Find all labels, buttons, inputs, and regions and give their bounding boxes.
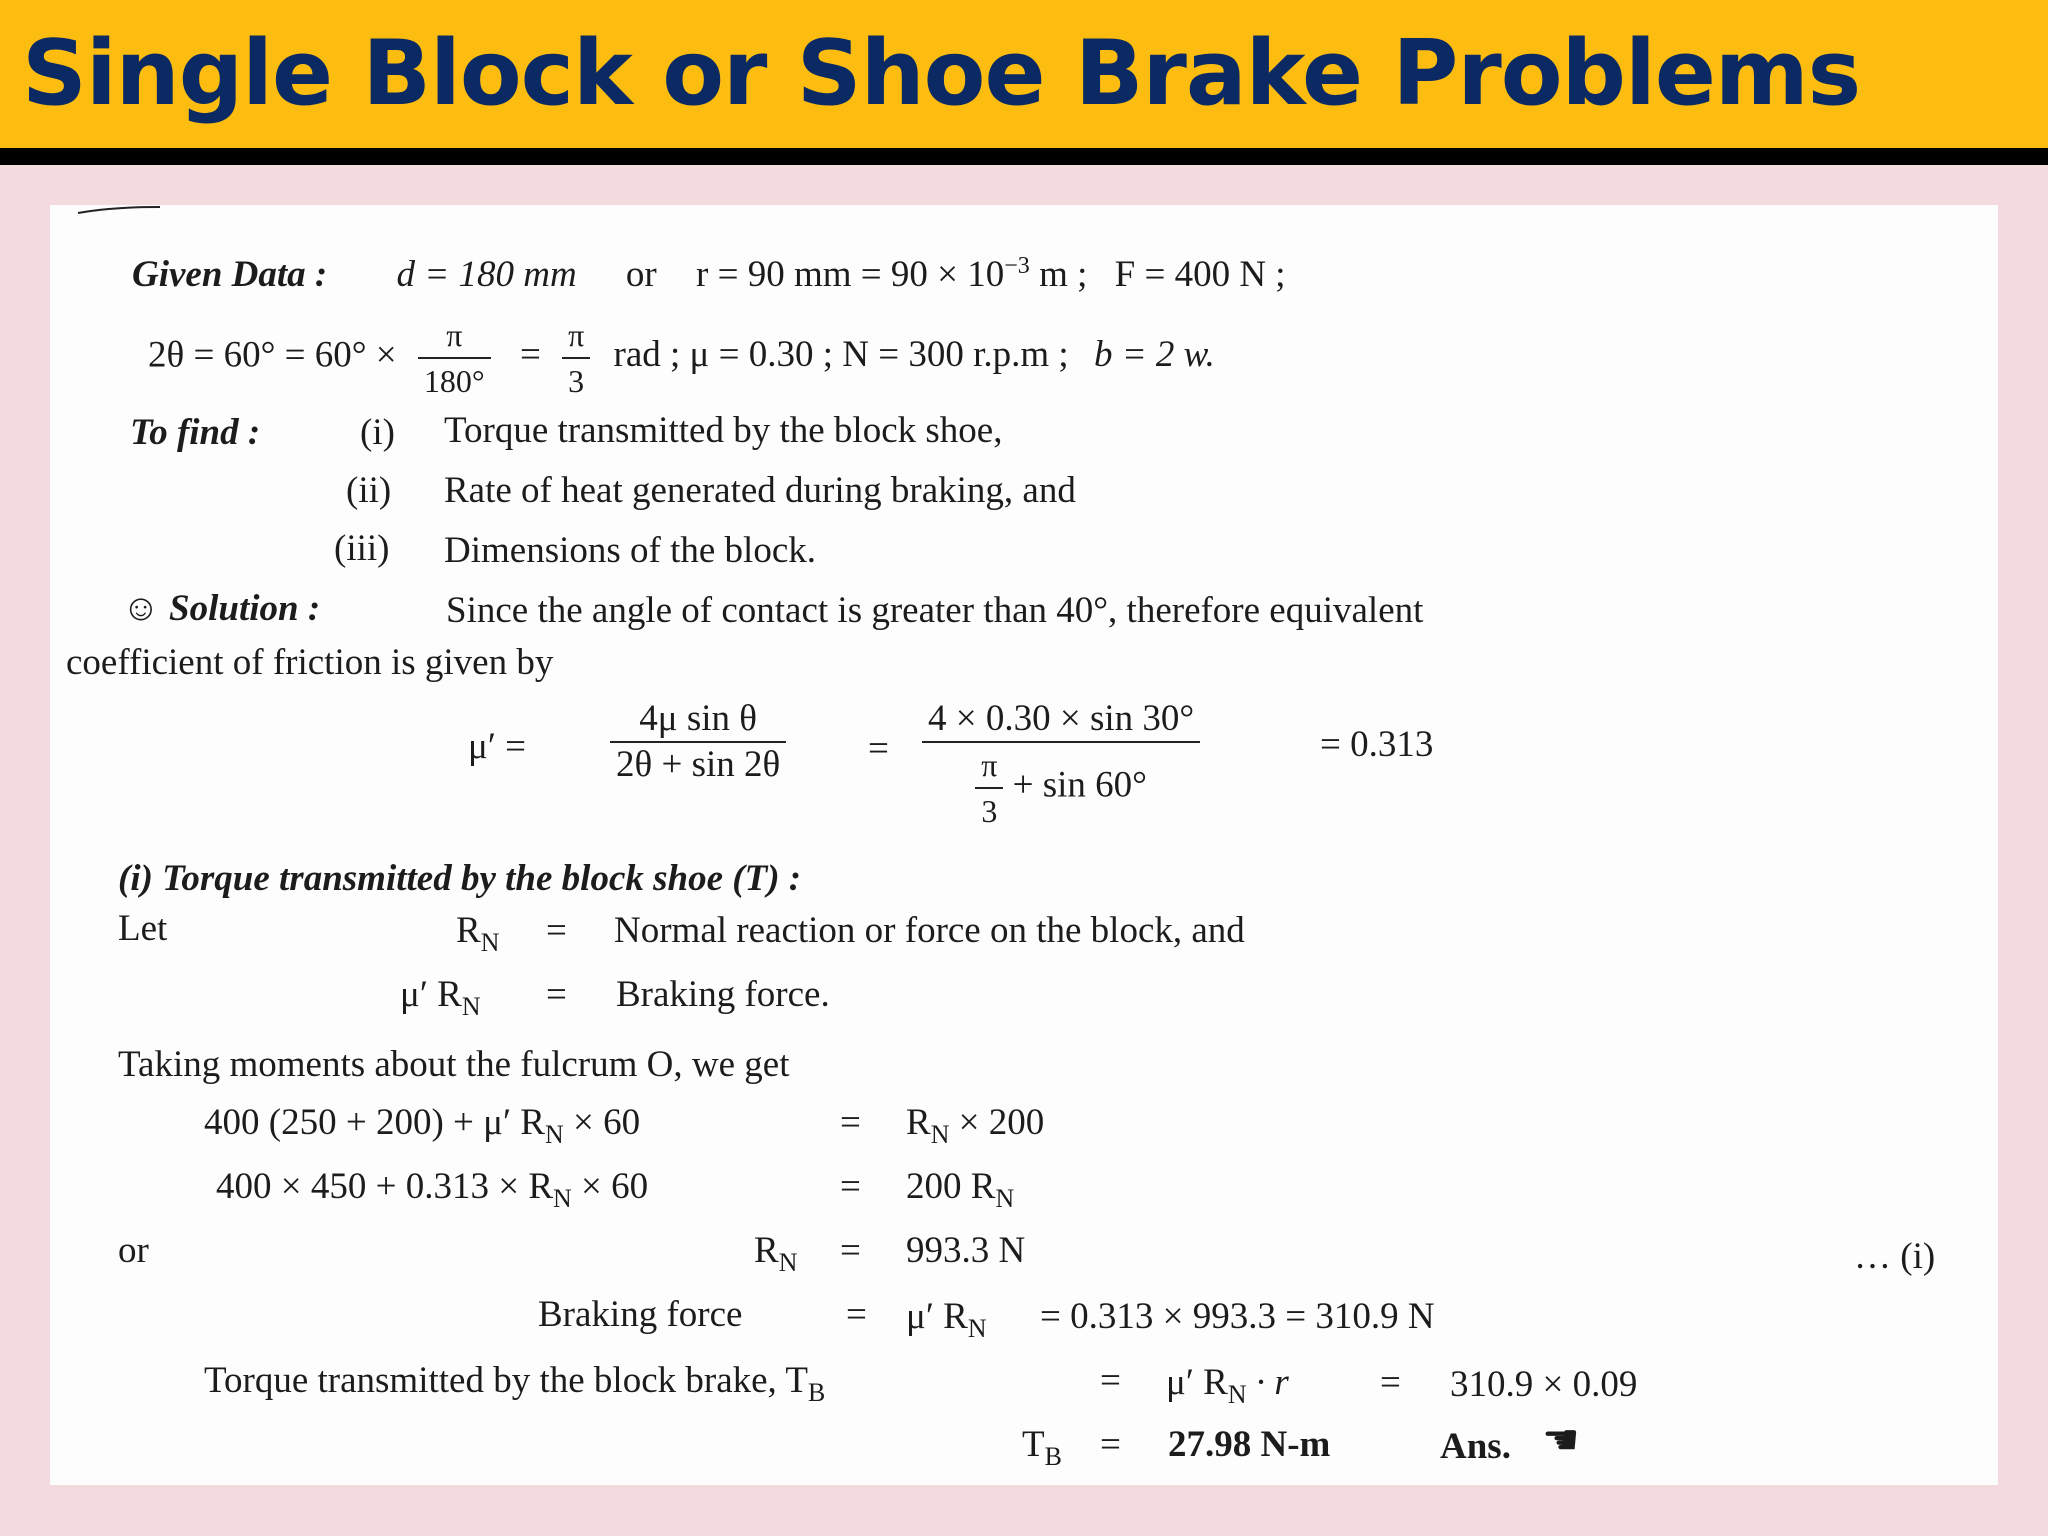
- fraction-pi-numerator: π: [418, 313, 491, 359]
- torque-lhs: Torque transmitted by the block brake, $T_B$: [204, 1360, 826, 1408]
- smiley-icon: ☺: [122, 588, 160, 629]
- mu-prime-lhs: μ′ =: [468, 726, 527, 767]
- moments-statement: Taking moments about the fulcrum O, we get: [118, 1044, 790, 1085]
- solution-label: Solution :: [169, 588, 321, 629]
- given-eq-sign: =: [519, 334, 541, 376]
- bf-eq-sign: =: [546, 974, 567, 1015]
- given-r: r = 90 mm = 90 × 10: [696, 254, 1005, 295]
- fraction-pi-3: [562, 313, 590, 403]
- scanned-page: [50, 205, 1998, 1485]
- part-1-heading: (i) Torque transmitted by the block shoe (T) :: [118, 858, 802, 899]
- rn-eq-sign: =: [546, 910, 567, 951]
- torque-eq-sign-2: =: [1380, 1362, 1401, 1403]
- to-find-item-2-text: Rate of heat generated during braking, and: [444, 470, 1076, 511]
- final-eq-sign: =: [1100, 1424, 1121, 1465]
- rn-symbol: $R_N$: [456, 910, 500, 958]
- eq3-rhs: 993.3 N: [906, 1230, 1026, 1271]
- mu-prime-numerator-1: 4μ sin θ: [610, 697, 786, 743]
- torque-mid: μ′ $R_N \cdot r$: [1166, 1362, 1289, 1410]
- fraction-pi3-numerator: π: [562, 313, 590, 359]
- to-find-item-3-text: Dimensions of the block.: [444, 530, 817, 571]
- title-divider: [0, 148, 2048, 165]
- eq1-rhs: $R_N \times 200$: [906, 1102, 1045, 1150]
- eq1-eq-sign: =: [840, 1102, 861, 1143]
- given-F: F = 400 N ;: [1114, 254, 1286, 295]
- to-find-item-1-num: (i): [360, 412, 395, 453]
- to-find-item-1-text: Torque transmitted by the block shoe,: [444, 410, 1003, 451]
- given-line-2: [148, 313, 1215, 403]
- braking-force-definition: Braking force.: [616, 974, 830, 1015]
- final-answer-value: 27.98 N-m: [1168, 1424, 1331, 1465]
- fraction-pi-180: [418, 313, 491, 403]
- to-find-item-2-num: (ii): [346, 470, 392, 511]
- to-find-label: To find :: [130, 412, 261, 453]
- bf-calc-eq-sign: =: [846, 1294, 867, 1335]
- mu-prime-result: = 0.313: [1320, 724, 1434, 765]
- eq3-lhs: $R_N$: [754, 1230, 798, 1278]
- slide-title: Single Block or Shoe Brake Problems: [22, 21, 1861, 126]
- fraction-180-denominator: 180°: [423, 363, 485, 399]
- torque-eq-sign-1: =: [1100, 1360, 1121, 1401]
- mu-prime-fraction-2: [922, 697, 1200, 833]
- fraction-pi-over-3: $\frac{\pi}{3}$: [975, 743, 1003, 833]
- given-r-unit: m ;: [1039, 254, 1088, 295]
- given-or: or: [625, 254, 657, 295]
- rn-definition: Normal reaction or force on the block, and: [614, 910, 1245, 951]
- answer-label: Ans.: [1440, 1426, 1511, 1467]
- braking-force-symbol: μ′ $R_N$: [400, 974, 481, 1022]
- eq3-eq-sign: =: [840, 1230, 861, 1271]
- bf-calc-rhs: = 0.313 × 993.3 = 310.9 N: [1040, 1296, 1435, 1337]
- to-find-item-3-num: (iii): [334, 528, 390, 569]
- given-angle: 2θ = 60° = 60° ×: [148, 334, 397, 376]
- fraction-3-denominator: 3: [568, 363, 585, 399]
- eq1-lhs: 400 (250 + 200) + μ′ $R_N \times 60$: [204, 1102, 641, 1150]
- eq2-eq-sign: =: [840, 1166, 861, 1207]
- solution-line-1: Since the angle of contact is greater than 40°, therefore equivalent: [446, 590, 1424, 631]
- mu-prime-denominator-2: + sin 60°: [1012, 764, 1147, 806]
- bf-calc-lhs: Braking force: [538, 1294, 743, 1335]
- mu-prime-fraction-1: [610, 697, 786, 787]
- given-d: d = 180 mm: [396, 254, 577, 295]
- mu-prime-numerator-2: 4 × 0.30 × sin 30°: [922, 697, 1200, 743]
- let-word: Let: [118, 908, 168, 949]
- final-tb-lhs: $T_B$: [1022, 1424, 1062, 1472]
- given-r-exponent: −3: [1004, 252, 1030, 279]
- eq2-rhs: 200 $R_N$: [906, 1166, 1015, 1214]
- eq3-tag: … (i): [1854, 1236, 1936, 1277]
- bf-calc-mid: μ′ $R_N$: [906, 1296, 987, 1344]
- solution-heading: [122, 587, 320, 631]
- eq3-or: or: [118, 1230, 149, 1271]
- page-top-line: [50, 205, 1998, 225]
- mu-prime-denominator-1: 2θ + sin 2θ: [616, 744, 781, 785]
- solution-line-2: coefficient of friction is given by: [66, 642, 554, 683]
- given-rad-mu-N: rad ; μ = 0.30 ; N = 300 r.p.m ;: [613, 334, 1069, 376]
- torque-rhs: 310.9 × 0.09: [1450, 1364, 1638, 1405]
- pointing-hand-icon: ☚: [1542, 1418, 1580, 1464]
- mu-prime-eq-sign: =: [868, 728, 889, 769]
- given-label: Given Data :: [132, 254, 328, 295]
- slide-title-bar: [0, 0, 2048, 148]
- eq2-lhs: $400 \times 450 + 0.313 \times R_N \times 60$: [216, 1166, 649, 1214]
- given-b: b = 2 w.: [1093, 334, 1215, 376]
- given-line-1: [132, 253, 1286, 301]
